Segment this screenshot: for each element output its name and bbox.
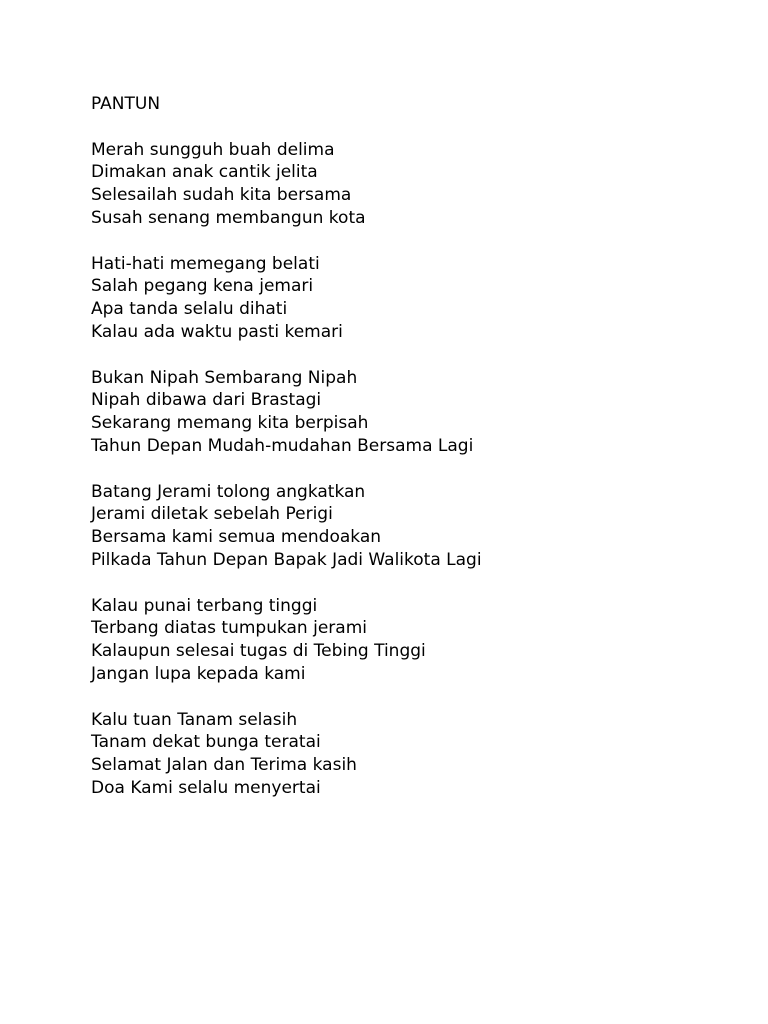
verse-line: Terbang diatas tumpukan jerami — [91, 618, 367, 639]
verse-line: Bukan Nipah Sembarang Nipah — [91, 367, 358, 388]
verse-line: Salah pegang kena jemari — [91, 276, 314, 297]
verse-line: Pilkada Tahun Depan Bapak Jadi Walikota Lagi — [91, 549, 482, 570]
verse-line: Selesailah sudah kita bersama — [91, 185, 352, 206]
stanza-4 — [91, 481, 482, 572]
verse-line: Merah sungguh buah delima — [91, 139, 335, 160]
verse-line: Jerami diletak sebelah Perigi — [91, 504, 333, 525]
document-title: PANTUN — [91, 94, 161, 114]
document-body — [91, 93, 482, 800]
verse-line: Sekarang memang kita berpisah — [91, 413, 369, 434]
verse-line: Kalaupun selesai tugas di Tebing Tinggi — [91, 641, 426, 662]
verse-line: Nipah dibawa dari Brastagi — [91, 390, 322, 411]
verse-line: Jangan lupa kepada kami — [91, 663, 306, 684]
verse-line: Tahun Depan Mudah-mudahan Bersama Lagi — [91, 435, 474, 456]
verse-line: Apa tanda selalu dihati — [91, 299, 288, 320]
verse-line: Kalu tuan Tanam selasih — [91, 709, 298, 730]
verse-line: Batang Jerami tolong angkatkan — [91, 481, 366, 502]
verse-line: Bersama kami semua mendoakan — [91, 527, 382, 548]
verse-line: Doa Kami selalu menyertai — [91, 777, 321, 798]
stanza-5 — [91, 595, 482, 686]
verse-line: Kalau punai terbang tinggi — [91, 595, 318, 616]
stanza-3 — [91, 367, 482, 458]
verse-line: Selamat Jalan dan Terima kasih — [91, 755, 357, 776]
verse-line: Susah senang membangun kota — [91, 207, 366, 228]
verse-line: Dimakan anak cantik jelita — [91, 162, 318, 183]
stanza-6 — [91, 709, 482, 800]
stanza-2 — [91, 253, 482, 344]
verse-line: Tanam dekat bunga teratai — [91, 732, 321, 753]
verse-line: Kalau ada waktu pasti kemari — [91, 321, 343, 342]
stanza-1 — [91, 139, 482, 230]
verse-line: Hati-hati memegang belati — [91, 253, 320, 274]
